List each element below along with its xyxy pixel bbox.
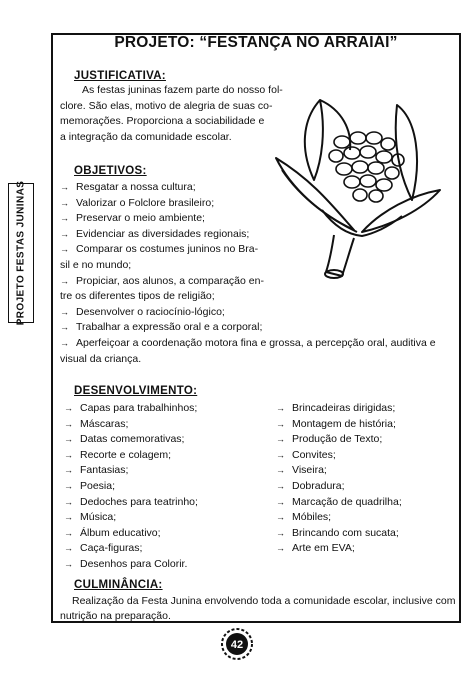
culminancia-line: nutrição na preparação. [60,609,171,622]
arrow-icon: → [64,403,73,413]
list-item: → Evidenciar as diversidades regionais; [60,227,436,243]
list-item: → Convites; [276,448,402,464]
objetivos-heading: OBJETIVOS: [74,165,147,177]
list-item: → Móbiles; [276,510,402,526]
justificativa-line: As festas juninas fazem parte do nosso fol- [82,84,283,96]
page-number: 42 [230,639,244,651]
desenvolvimento-right-list [276,401,402,557]
list-item: → Valorizar o Folclore brasileiro; [60,196,436,212]
arrow-icon: → [64,449,73,460]
list-item: → Dedoches para teatrinho; [64,495,198,511]
arrow-icon: → [60,197,69,208]
arrow-icon: → [276,434,285,445]
culminancia-heading: CULMINÂNCIA: [74,579,163,591]
list-item: → Música; [64,510,198,526]
side-tab [8,180,34,326]
list-item: → Brincando com sucata; [276,526,402,542]
arrow-icon: → [64,480,73,491]
list-item: → Produção de Texto; [276,432,402,448]
list-item: → Preservar o meio ambiente; [60,211,436,227]
arrow-icon: → [276,543,285,554]
arrow-icon: → [64,543,73,554]
arrow-icon: → [64,558,73,569]
arrow-icon: → [64,465,73,476]
list-item: → Caça-figuras; [64,541,198,557]
arrow-icon: → [276,496,285,507]
arrow-icon: → [64,496,73,507]
list-item: → Dobradura; [276,479,402,495]
arrow-icon: → [64,512,73,523]
list-item: → Montagem de história; [276,417,402,433]
list-item: → Capas para trabalhinhos; [64,401,198,417]
list-item: → Trabalhar a expressão oral e a corporal; [60,320,436,336]
list-item: → Poesia; [64,479,198,495]
list-item: → Máscaras; [64,417,198,433]
page-number-badge [220,627,254,661]
list-item: → Desenvolver o raciocínio-lógico; [60,305,436,321]
arrow-icon: → [276,465,285,476]
list-item-continuation: sil e no mundo; [60,258,132,271]
arrow-icon: → [60,306,69,317]
justificativa-text [60,83,283,145]
list-item: → Datas comemorativas; [64,432,198,448]
list-item-continuation: visual da criança. [60,352,142,365]
list-item: → Brincadeiras dirigidas; [276,401,402,417]
list-item: → Fantasias; [64,463,198,479]
arrow-icon: → [276,527,285,538]
list-item: → Propiciar, aos alunos, a comparação en- [60,274,436,290]
desenvolvimento-left-list [64,401,198,573]
arrow-icon: → [276,449,285,460]
justificativa-line: clore. São elas, motivo de alegria de suas co- [60,99,273,112]
arrow-icon: → [60,244,69,255]
arrow-icon: → [276,403,285,413]
list-item: → Desenhos para Colorir. [64,557,198,573]
list-item: → Marcação de quadrilha; [276,495,402,511]
list-item: → Resgatar a nossa cultura; [60,180,436,196]
arrow-icon: → [60,182,69,192]
arrow-icon: → [60,337,69,348]
arrow-icon: → [276,480,285,491]
list-item: → Arte em EVA; [276,541,402,557]
arrow-icon: → [60,322,69,333]
arrow-icon: → [64,418,73,429]
objetivos-list [60,180,436,367]
list-item: → Viseira; [276,463,402,479]
desenvolvimento-heading: DESENVOLVIMENTO: [74,385,198,397]
culminancia-text [60,594,455,623]
side-tab-label: PROJETO FESTAS JUNINAS [15,180,27,326]
arrow-icon: → [276,512,285,523]
list-item: → Recorte e colagem; [64,448,198,464]
list-item-continuation: tre os diferentes tipos de religião; [60,290,215,303]
arrow-icon: → [60,213,69,224]
justificativa-line: a integração da comunidade escolar. [60,130,232,143]
justificativa-line: memorações. Proporciona a sociabilidade e [60,115,265,128]
arrow-icon: → [64,527,73,538]
arrow-icon: → [60,275,69,286]
page-title: PROJETO: “FESTANÇA NO ARRAIÁI” [114,34,398,51]
arrow-icon: → [276,418,285,429]
arrow-icon: → [64,434,73,445]
list-item: → Comparar os costumes juninos no Bra- [60,242,436,258]
list-item: → Álbum educativo; [64,526,198,542]
culminancia-line: Realização da Festa Junina envolvendo toda a comunidade escolar, inclusive com [72,595,456,607]
list-item: → Aperfeiçoar a coordenação motora fina e grossa, a percepção oral, auditiva e [60,336,436,352]
justificativa-heading: JUSTIFICATIVA: [74,70,166,82]
arrow-icon: → [60,228,69,239]
